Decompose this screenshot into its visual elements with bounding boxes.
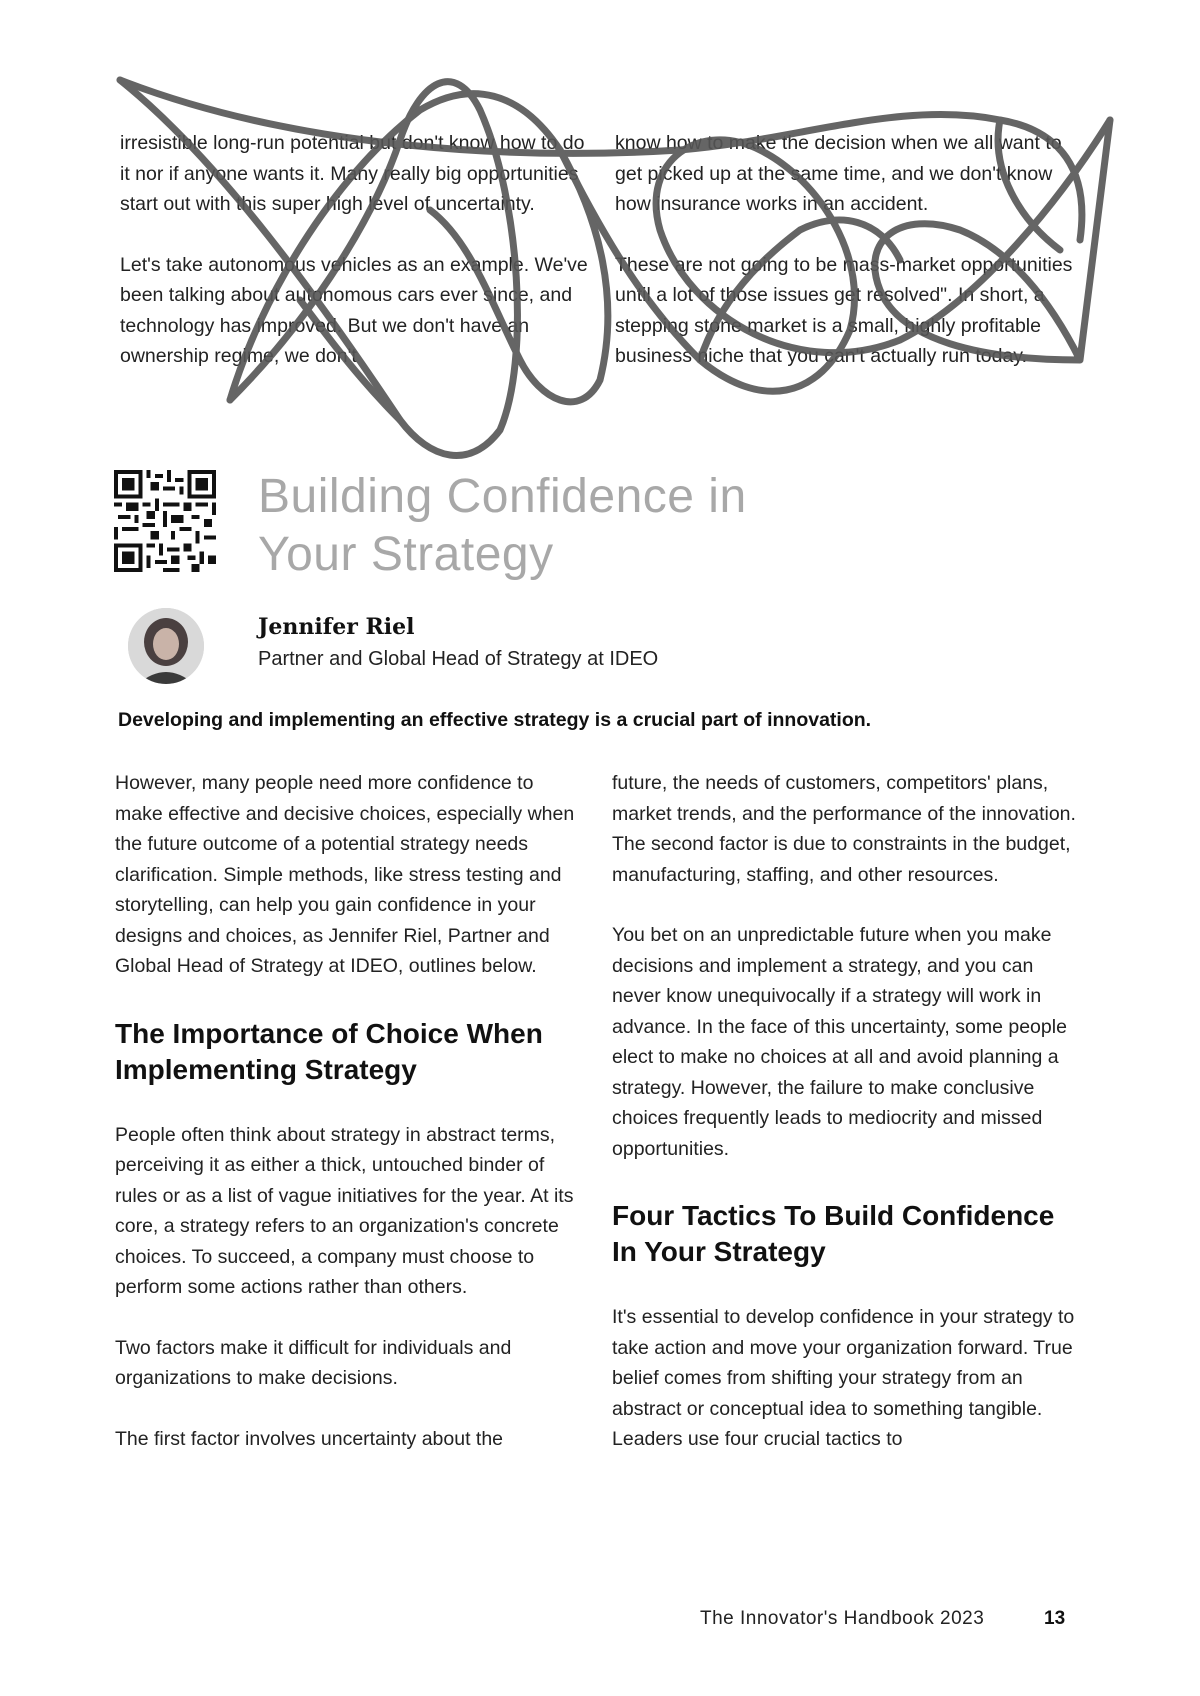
author-avatar (128, 608, 204, 684)
author-photo (128, 608, 204, 684)
body-paragraph: future, the needs of customers, competitors' plans, market trends, and the performance of the innovation. The second factor is due to constraints in the budget, manufacturing, staffing, and other resources. (612, 772, 1076, 886)
top-left-column (120, 128, 590, 402)
author-role: Partner and Global Head of Strategy at IDEO (258, 648, 659, 670)
body-paragraph: However, many people need more confidence to make effective and decisive choices, especially when the future outcome of a potential strategy needs clarification. Simple methods, like stress testing and storytelling, can help you gain confidence in your designs and choices, as Jennifer Riel, Partner and Global Head of Strategy at IDEO, outlines below. (115, 772, 575, 977)
article-title-line-2: Your Strategy (258, 528, 554, 581)
section-heading-importance-of-choice: The Importance of Choice When Implementing Strategy (115, 1017, 543, 1085)
page-number: 13 (1044, 1608, 1066, 1629)
top-right-column (615, 128, 1085, 402)
body-paragraph: People often think about strategy in abstract terms, perceiving it as either a thick, untouched binder of rules or as a list of vague initiatives for the year. At its core, a strategy refers to an organization's concrete choices. To succeed, a company must choose to perform some actions rather than others. (115, 1123, 574, 1298)
body-left-column (115, 768, 585, 1484)
top-right-paragraph-2: These are not going to be mass-market opportunities until a lot of those issues get resolved". In short, a stepping stone market is a small, highly profitable business niche that you can't actually run today. (615, 253, 1073, 367)
article-title (258, 468, 747, 584)
top-right-paragraph-1: know how to make the decision when we all want to get picked up at the same time, and we don't know how insurance works in an accident. (615, 132, 1062, 215)
section-heading-four-tactics: Four Tactics To Build Confidence In Your Strategy (612, 1200, 1055, 1267)
body-paragraph: The first factor involves uncertainty about the (115, 1427, 504, 1450)
footer-publication: The Innovator's Handbook 2023 (700, 1608, 985, 1629)
top-left-paragraph-1: irresistible long-run potential but don't know how to do it nor if anyone wants it. Many really big opportunities start out with this super high level of uncertainty. (120, 132, 585, 215)
body-paragraph: Two factors make it difficult for individuals and organizations to make decisions. (115, 1336, 512, 1389)
body-paragraph: It's essential to develop confidence in your strategy to take action and move your organization forward. True belief comes from shifting your strategy from an abstract or conceptual idea to something tangible. Leaders use four crucial tactics to (612, 1306, 1075, 1450)
body-paragraph: You bet on an unpredictable future when you make decisions and implement a strategy, and you can never know unequivocally if a strategy will work in advance. In the face of this uncertainty, some people elect to make no choices at all and avoid planning a strategy. However, the failure to make conclusive choices frequently leads to mediocrity and missed opportunities. (612, 924, 1067, 1160)
article-lede: Developing and implementing an effective strategy is a crucial part of innovation. (118, 709, 872, 731)
body-right-column (612, 768, 1082, 1485)
top-left-paragraph-2: Let's take autonomous vehicles as an example. We've been talking about autonomous cars ever since, and technology has improved. But we don't have an ownership regime, we don't (120, 253, 588, 367)
author-name: Jennifer Riel (258, 614, 415, 640)
qr-code-icon[interactable] (114, 470, 216, 572)
article-title-line-1: Building Confidence in (258, 470, 747, 523)
